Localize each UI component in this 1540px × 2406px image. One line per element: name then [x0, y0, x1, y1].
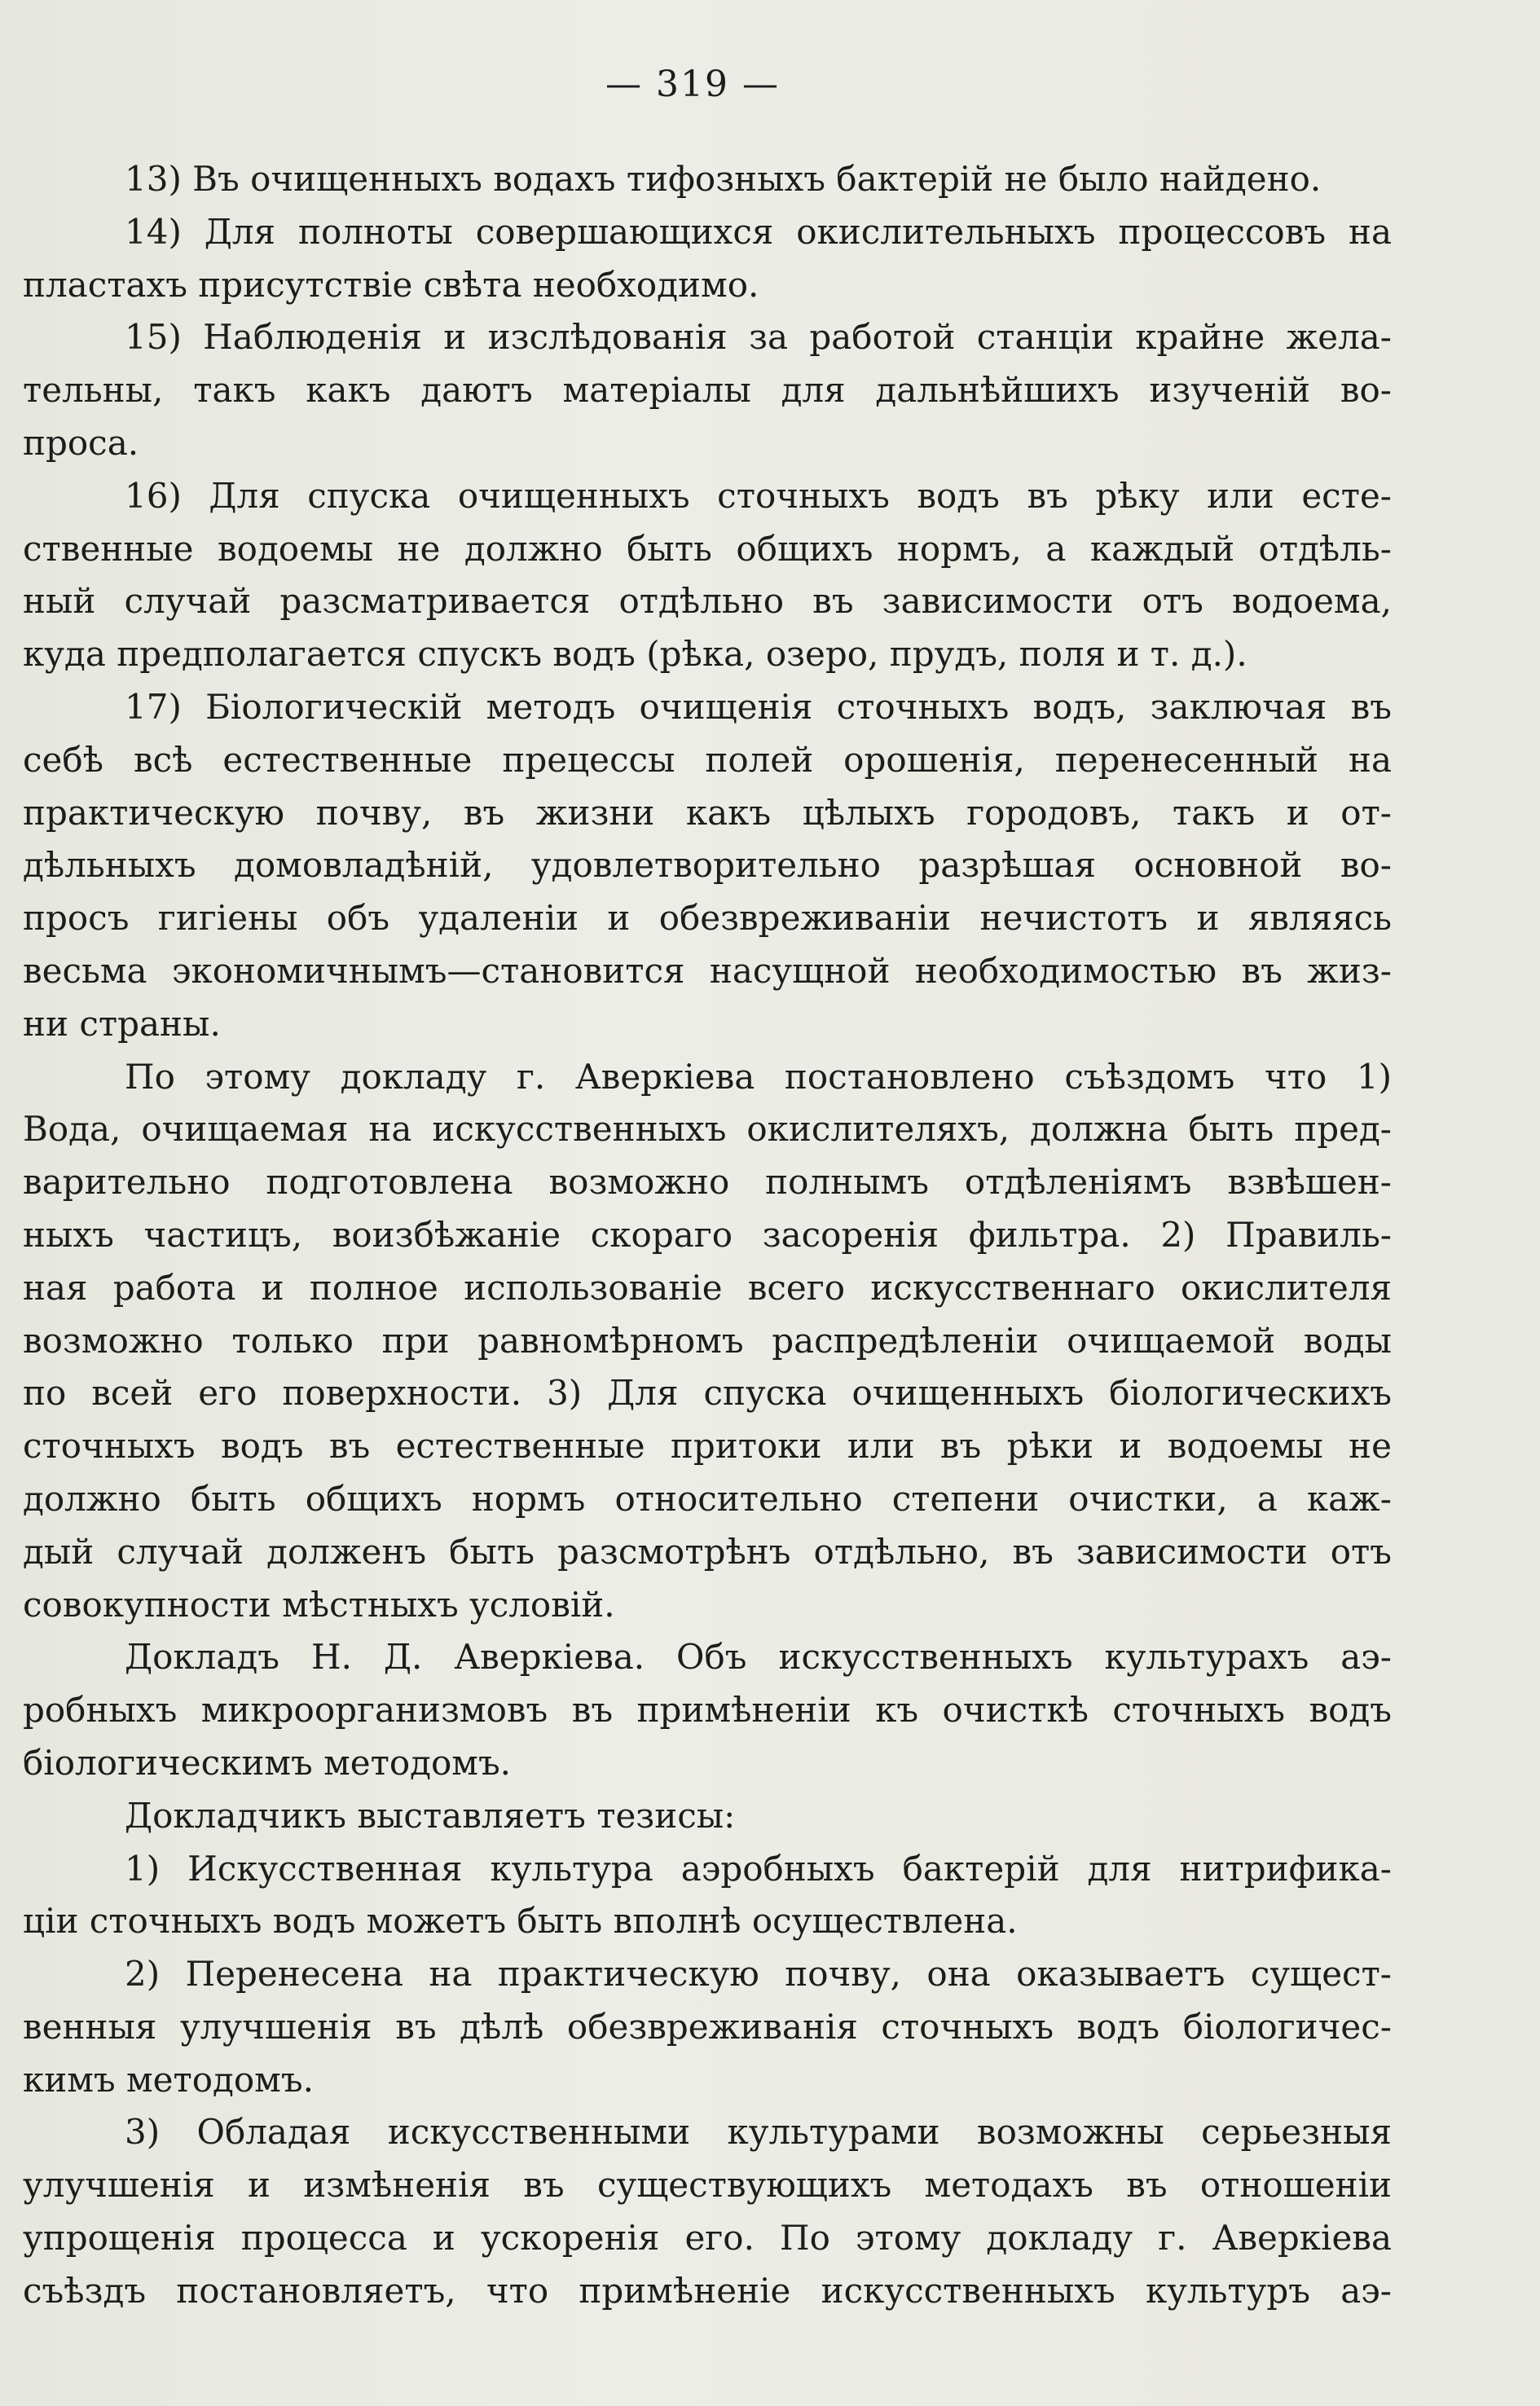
- text-line: 16) Для спуска очищенныхъ сточныхъ водъ въ рѣку или есте-: [125, 475, 1392, 516]
- text-line: по всей его поверхности. 3) Для спуска очищенныхъ біологическихъ: [23, 1373, 1392, 1414]
- text-line: По этому докладу г. Аверкіева постановлено съѣздомъ что 1): [125, 1056, 1392, 1097]
- text-line: съѣздъ постановляетъ, что примѣненіе искусственныхъ культуръ аэ-: [23, 2270, 1392, 2311]
- text-line: біологическимъ методомъ.: [23, 1742, 512, 1783]
- text-line: ственные водоемы не должно быть общихъ нормъ, а каждый отдѣль-: [23, 528, 1392, 569]
- text-line: куда предполагается спускъ водъ (рѣка, озеро, прудъ, поля и т. д.).: [23, 634, 1247, 675]
- text-line: Докладъ Н. Д. Аверкіева. Объ искусственныхъ культурахъ аэ-: [125, 1637, 1392, 1678]
- text-line: 3) Обладая искусственными культурами возможны серьезныя: [125, 2112, 1392, 2153]
- text-line: должно быть общихъ нормъ относительно степени очистки, а каж-: [23, 1478, 1392, 1519]
- text-line: венныя улучшенія въ дѣлѣ обезвреживанія сточныхъ водъ біологичес-: [23, 2006, 1392, 2047]
- text-line: улучшенія и измѣненія въ существующихъ методахъ въ отношеніи: [23, 2165, 1392, 2206]
- text-line: 14) Для полноты совершающихся окислительныхъ процессовъ на: [125, 211, 1392, 252]
- text-line: 17) Біологическій методъ очищенія сточныхъ водъ, заключая въ: [125, 686, 1392, 727]
- text-line: ни страны.: [23, 1003, 221, 1044]
- text-line: 13) Въ очищенныхъ водахъ тифозныхъ бактерій не было найдено.: [125, 159, 1322, 199]
- body-text: [23, 153, 1392, 2318]
- text-line: ная работа и полное использованіе всего искусственнаго окислителя: [23, 1267, 1392, 1308]
- text-line: ный случай разсматривается отдѣльно въ зависимости отъ водоема,: [23, 581, 1392, 622]
- text-line: возможно только при равномѣрномъ распредѣленіи очищаемой воды: [23, 1320, 1392, 1361]
- text-line: весьма экономичнымъ—становится насущной необходимостью въ жиз-: [23, 950, 1392, 991]
- text-line: совокупности мѣстныхъ условій.: [23, 1584, 615, 1625]
- text-line: Докладчикъ выставляетъ тезисы:: [125, 1795, 736, 1836]
- page-number: — 319 —: [605, 64, 780, 105]
- text-line: ныхъ частицъ, воизбѣжаніе скораго засоренія фильтра. 2) Правиль-: [23, 1214, 1392, 1255]
- text-line: дѣльныхъ домовладѣній, удовлетворительно разрѣшая основной во-: [23, 845, 1392, 886]
- text-line: тельны, такъ какъ даютъ матеріалы для дальнѣйшихъ изученій во-: [23, 370, 1392, 411]
- text-line: варительно подготовлена возможно полнымъ отдѣленіямъ взвѣшен-: [23, 1162, 1392, 1203]
- text-line: пластахъ присутствіе свѣта необходимо.: [23, 264, 759, 305]
- text-line: робныхъ микроорганизмовъ въ примѣненіи къ очисткѣ сточныхъ водъ: [23, 1690, 1392, 1731]
- text-line: 15) Наблюденія и изслѣдованія за работой станціи крайне жела-: [125, 317, 1392, 358]
- text-line: упрощенія процесса и ускоренія его. По этому докладу г. Аверкіева: [23, 2218, 1392, 2259]
- text-line: практическую почву, въ жизни какъ цѣлыхъ городовъ, такъ и от-: [23, 792, 1392, 833]
- text-line: кимъ методомъ.: [23, 2059, 314, 2100]
- text-line: проса.: [23, 422, 139, 463]
- text-line: 1) Искусственная культура аэробныхъ бактерій для нитрифика-: [125, 1848, 1392, 1889]
- text-line: 2) Перенесена на практическую почву, она оказываетъ сущест-: [125, 1954, 1392, 1995]
- text-line: себѣ всѣ естественные прецессы полей орошенія, перенесенный на: [23, 739, 1392, 780]
- text-line: сточныхъ водъ въ естественные притоки или въ рѣки и водоемы не: [23, 1426, 1392, 1467]
- text-line: дый случай долженъ быть разсмотрѣнъ отдѣльно, въ зависимости отъ: [23, 1531, 1392, 1572]
- text-line: просъ гигіены объ удаленіи и обезвреживаніи нечистотъ и являясь: [23, 898, 1392, 939]
- text-line: Вода, очищаемая на искусственныхъ окислителяхъ, должна быть пред-: [23, 1109, 1392, 1150]
- text-line: ціи сточныхъ водъ можетъ быть вполнѣ осуществлена.: [23, 1901, 1018, 1942]
